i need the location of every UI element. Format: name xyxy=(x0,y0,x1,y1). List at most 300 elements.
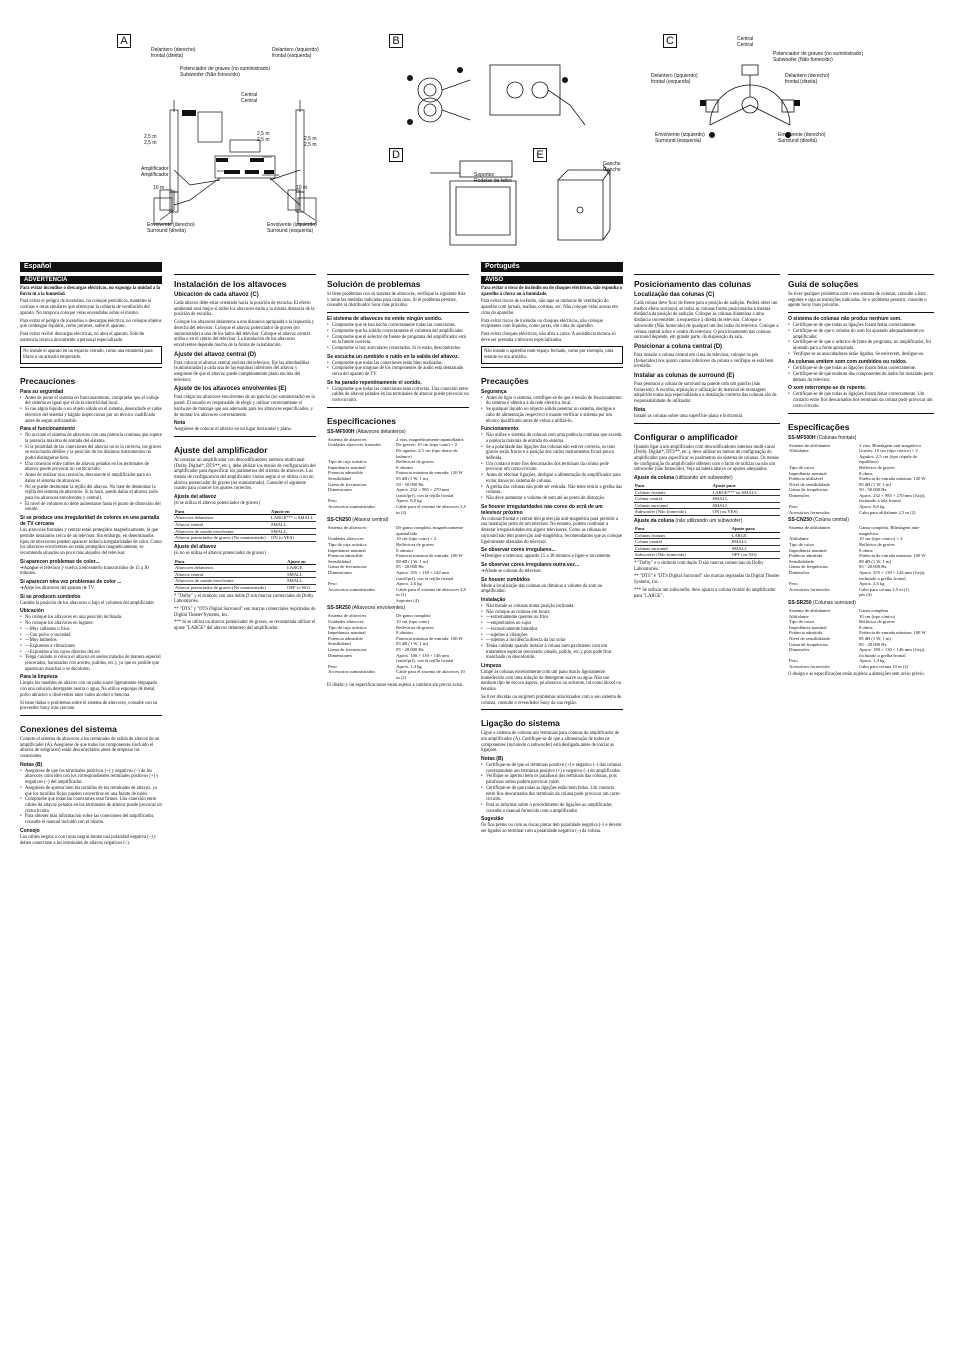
table-cell: Reflectora de graves xyxy=(396,624,434,630)
table-cell: Dimensiones xyxy=(328,569,352,575)
table-cell: Ajuste en xyxy=(270,509,316,515)
es-column-1 xyxy=(20,262,162,848)
es-prec-list-1 xyxy=(20,396,162,425)
table-cell: Para xyxy=(174,509,270,515)
table-row xyxy=(174,515,316,522)
list-item: • Não utilize o sistema de colunas com uma potência contínua que exceda a potência máxima de entrada do sistema. xyxy=(481,433,623,444)
table-cell: Reflector de graves xyxy=(859,542,895,548)
es-amp-table-1 xyxy=(174,509,316,542)
pt-prec-h3: Se houver irregularidades nas cores do ecrã de um televisor próximo xyxy=(481,503,603,516)
list-item: • Certifique-se de que todas as ligações foram feitas correctamente. xyxy=(788,366,934,372)
pt-spec-model-3-sub: (Colunas surround) xyxy=(813,599,856,606)
es-prec-p5: ➔Aleje los altavoces del aparato de TV. xyxy=(20,586,95,592)
table-cell: 50 - 50.000 Hz xyxy=(859,487,887,493)
pt-conn-h2: Notas (B) xyxy=(481,756,504,763)
table-cell: 10 cm (tipo cono) xyxy=(396,619,429,625)
table-row xyxy=(174,522,316,529)
table-row xyxy=(634,489,780,496)
es-prec-p6: Cambie la posición de los altavoces o bajo el volumen del amplificador. xyxy=(20,600,155,606)
es-spec-model-3: SS-SR250 xyxy=(327,605,351,612)
table-cell: Altavoces delanteros xyxy=(174,515,270,522)
list-item: • —Muy húmedos xyxy=(20,638,162,644)
table-cell: Altifalante xyxy=(789,448,809,454)
list-item: • Para se informar sobre o procedimento de ligações ao amplificador, consulte o manual fornecido com o amplificador. xyxy=(481,803,623,814)
table-cell: Tipo de caixa xyxy=(789,619,814,625)
pt-prec-p8: Limpe as colunas exteriormente com um pano macio ligeiramente humedecido com uma solução de detergente suave ou água. Não use nenhum tipo de escova áspera, pó abrasivo ou solvente, tal como álcool ou benzina. xyxy=(481,670,622,693)
pt-inst-h4: Nota xyxy=(634,406,646,413)
pt-amp-t1-title: Ajuste da coluna xyxy=(634,475,675,482)
list-item: • Si la polaridad de las conexiones del altavoz no es la correcta, los graves se escucharán débiles y la posición de los distintos instrumentos no podrá distinguirse bien. xyxy=(20,445,162,462)
pt-amp-title: Configurar o amplificador xyxy=(634,431,738,442)
table-row xyxy=(327,587,469,604)
es-warning-box: No instale el aparato en un espacio cerrado, como una estantería para libros o un armario empotrado. xyxy=(20,346,162,363)
table-cell: Peso xyxy=(789,581,798,587)
table-cell: OFF (ou NO) xyxy=(731,552,780,559)
es-prec-list-2 xyxy=(20,433,162,513)
es-inst-p3: Para colgar los altavoces envolventes de un gancho (no suministrado) en la pared. El usuario es responsable de elegir y utilizar correctamente el hardware de montaje que sea adecuado para los altavoces especificados, y de montar los altavoces correctamente. xyxy=(174,395,315,418)
table-row xyxy=(788,493,934,504)
list-item: • Antes de poner el sistema en funcionamiento, compruebe que el voltaje del sistema es igual que el de la electricidad local. xyxy=(20,396,162,407)
table-cell: 2 vías, magnéticamente apantallados xyxy=(396,436,464,442)
table-cell: Altavoces delanteros xyxy=(174,565,286,572)
table-cell: Aprox. 180 × 130 × 146 mm (an/al/prf), con la rejilla frontal xyxy=(396,652,454,664)
table-cell: Tipo de caja acústica xyxy=(328,459,367,465)
list-item: • Antes de ligar o sistema, certifique-se de que a tensão de funcionamento do sistema é idêntica à da rede eléctrica local. xyxy=(481,396,623,407)
pt-trb-h3: O som interrompe-se de repente. xyxy=(788,385,867,392)
list-item: • Antes de realizar una conexión, desconecte el amplificador para no dañar el sistema de altavoces. xyxy=(20,473,162,484)
table-cell: Potencia máxima de entrada: 120 W xyxy=(396,470,463,476)
table-cell: Cabo para coluna 2,5 m (1) pés (4) xyxy=(859,586,910,598)
es-column-3 xyxy=(327,262,469,690)
table-cell: 8 ohmios xyxy=(396,547,414,553)
table-cell: Gama de frequências xyxy=(789,564,828,570)
table-cell: Acessórios fornecidos xyxy=(789,509,830,515)
list-item: • Verifique se os auscultadores estão ligados. Se estiverem, desligue-os. xyxy=(788,352,934,358)
figure-a-dist-5: 10 m xyxy=(296,185,308,191)
table-cell: Reflector de graves xyxy=(859,619,895,625)
es-prec-h7: Ubicación xyxy=(20,608,44,615)
table-cell: Tipo de caixa xyxy=(789,464,814,470)
table-cell: Sensibilidad xyxy=(328,558,351,564)
table-cell: 85 dB (1 W, 1 m) xyxy=(396,476,429,481)
table-cell: Peso xyxy=(789,504,798,510)
pt-prec-h6: Se houver zumbidos xyxy=(481,576,530,583)
table-row xyxy=(788,448,934,465)
pt-prec-h5: Se observar cores irregulares outra vez... xyxy=(481,561,580,568)
table-cell: LARGE xyxy=(286,565,316,572)
table-cell: Altavoz central xyxy=(174,522,270,529)
table-cell: 85 - 20.000 Hz xyxy=(396,564,424,570)
pt-prec-h4: Se observar cores irregulares... xyxy=(481,547,556,554)
list-item: • Si cae algún líquido o un objeto sólido en el sistema, desenchufe el cable eléctrico del sistema y hágalo inspeccionar por un técnico cualificado antes de seguir utilizándolo. xyxy=(20,407,162,424)
table-row xyxy=(634,539,780,546)
es-inst-p4: Asegúrese de colocar el altavoz en un lugar horizontal y plano. xyxy=(174,427,293,433)
es-prec-p8: Limpie los muebles de altavoz con un paño suave ligeramente empapado con una solución detergente neutra o agua. No utilice esponjas de metal, polvo abrasivo o disolventes tales como alcohol o bencina. xyxy=(20,681,157,698)
es-spec-model-1-sub: (Altavoces delanteros) xyxy=(355,428,406,435)
table-cell: ON (ou YES) xyxy=(711,509,780,516)
figure-a-subwoofer: Potenciador de graves (no suministrado) Subwoofer (Não fornecido) xyxy=(180,66,271,78)
es-spec-note: El diseño y las especificaciones están sujetos a cambios sin previo aviso. xyxy=(327,682,464,688)
es-troubleshooting-title: Solución de problemas xyxy=(327,279,421,289)
es-amp-title: Ajuste del amplificador xyxy=(174,444,268,455)
table-cell: Cable para el sistema de altavoces 10 m (2) xyxy=(396,669,465,680)
pt-spec-note: O design e as especificações estão sujeitos a alterações sem aviso prévio. xyxy=(788,671,925,677)
pt-spec-model-2-sub: (Coluna central) xyxy=(813,517,849,524)
table-cell: Potência utilizável xyxy=(789,476,824,482)
table-cell: Potência de entrada máxima: 100 W xyxy=(859,630,926,636)
pt-spec-table-1 xyxy=(788,443,934,516)
es-amp-table-2 xyxy=(174,559,316,592)
list-item: • Certifique-se de que todas as ligações foram feitas correctamente. Um contacto entre fios descarnados dos terminais da coluna pode provocar um curto-circuito. xyxy=(788,392,934,409)
table-cell: LARGE xyxy=(731,532,780,539)
pt-install-title: Posicionamento das colunas xyxy=(634,279,752,289)
pt-warning-bold: Para evitar o risco de incêndio ou de choques eléctricos, não exponha o aparelho à chuva ou à humidade. xyxy=(481,286,623,297)
table-cell: Reflectora de graves xyxy=(396,541,434,547)
es-prec-p3: Los altavoces frontales y central están protegidos magnéticamente, lo que permite instalarlos cerca de un televisor. Sin embargo, en determinados tipos de televisores pueden aparecer todavía irregularidades de color. Como los altavoces envolventes no están protegidos magnéticamente, se recomienda situarlos un poco más alejados del televisor. xyxy=(20,528,162,556)
table-cell: 85 - 20.000 Hz xyxy=(859,641,887,647)
es-inst-h2: Ajuste del altavoz central (D) xyxy=(174,351,257,358)
list-item: • —Muy calientes o fríos xyxy=(20,627,162,633)
es-warning-title: ADVERTENCIA xyxy=(20,276,162,284)
table-row xyxy=(788,647,934,658)
figure-a-jack-center: CENTER xyxy=(244,169,257,173)
table-row xyxy=(327,442,469,459)
table-cell: Gama de frecuencias xyxy=(328,564,367,570)
table-cell: Accesorios suministrados xyxy=(328,586,376,592)
table-cell: Gama de frequências xyxy=(789,641,828,647)
table-row xyxy=(634,502,780,509)
pt-warning-p3: Para evitar choques eléctricos, não abra a caixa. A assistência técnica só deve ser prestada a técnicos especializados. xyxy=(481,331,616,343)
pt-column-1 xyxy=(481,262,623,837)
es-spec-model-2: SS-CN250 xyxy=(327,517,351,524)
table-cell: LARGE*** ou SMALL xyxy=(711,489,780,496)
list-item: • Compruebe que todas las conexiones sean firmes. Una conexión entre cables de altavoz pelados en los terminales de altavoz puede provocar un cortocircuito. xyxy=(20,797,162,814)
figure-a-dist-4: 10 m xyxy=(153,185,165,191)
table-row xyxy=(788,553,934,559)
es-inst-p1b: Coloque los altavoces delanteros a una distancia apropiada a la izquierda y derecha del televisor. Coloque el altavoz potenciador de graves (no suministrado) a uno de los lados del televisor. Coloque el altavoz central arriba o en el centro del televisor. La instalación de los altavoces envolventes depende mucho de la forma de la habitación. xyxy=(174,320,315,348)
list-item: • Se qualquer líquido ou objecto sólido penetrar no sistema, desligue o cabo de alimentação respectivo e mande verificar o sistema por um técnico qualificado antes de voltar a utilizá-lo. xyxy=(481,407,623,424)
table-cell: Aprox. 8,0 kg xyxy=(396,498,422,504)
table-cell: Aprox. 2,6 kg xyxy=(396,581,422,587)
table-cell: Impedancia nominal xyxy=(328,547,366,553)
list-item: • Certifique-se de que todas as ligações foram feitas correctamente. xyxy=(788,323,934,329)
pt-amp-table-1 xyxy=(634,483,780,516)
table-cell: Graves: 10 cm (tipo cónico) × 2 Agudos: 2,5 cm (tipo cúpula de equilíbrio) xyxy=(859,448,918,465)
table-cell: Sensibilidade xyxy=(789,558,814,564)
table-cell: Impedância nominal xyxy=(789,470,827,476)
table-row xyxy=(634,509,780,516)
table-row xyxy=(327,504,469,515)
table-cell: Aprox. 2,6 kg xyxy=(859,581,885,587)
list-item: • Verifique se apertou bem os parafusos dos terminais das colunas, pois parafusos soltos podem provocar ruído. xyxy=(481,774,623,785)
table-cell: Potencia admisible xyxy=(328,553,363,559)
table-cell: Gama de frecuencias xyxy=(328,481,367,487)
list-item: • Compruebe que ha subido correctamente el volumen del amplificador. xyxy=(327,329,469,335)
es-warning-p2: Para evitar el peligro de incendios o descargas eléctrica, no coloque objetos que contengan líquidos, como jarrones, sobre el aparato. xyxy=(20,318,162,330)
pt-trb-list-3 xyxy=(788,392,934,409)
table-row xyxy=(634,552,780,559)
table-cell: Sistema de altavoces xyxy=(328,525,367,531)
figure-c-subwoofer: Potenciador de graves (no suministrado) Subwoofer (Não fornecido) xyxy=(773,51,864,63)
es-precautions-title: Precauciones xyxy=(20,375,76,386)
list-item: • Não deve aumentar o volume de som até ao ponto de distorção. xyxy=(481,496,623,502)
table-cell: 85 dB (1 W, 1 m) xyxy=(396,641,429,647)
es-footnote-2: ** "DTS" y "DTS Digital Surround" son marcas comerciales registradas de Digital Theater Systems, Inc. xyxy=(174,606,316,618)
table-cell: Reflector de graves xyxy=(859,464,895,470)
table-cell: Peso xyxy=(789,658,798,664)
table-cell: Altavoces de sonido envolvente xyxy=(174,578,286,585)
pt-spec-model-1: SS-MF500H xyxy=(788,434,816,441)
table-cell: Gama completa xyxy=(859,607,889,613)
pt-conn-p1: Ligue o sistema de colunas aos terminais para colunas do amplificador de um amplificador (A). Certifique-se de que a alimentação de todos os componentes (incluindo o subwoofer) está desligada antes de iniciar as ligações. xyxy=(481,731,620,754)
table-cell: Colunas frontais xyxy=(634,489,711,496)
table-row xyxy=(174,578,316,585)
es-prec-h8: Para la limpieza xyxy=(20,674,58,681)
list-item: • —extremamente quentes ou frios xyxy=(481,615,623,621)
figure-a-center: Central Central xyxy=(241,92,258,104)
table-cell: Subwoofer (Não fornecido) xyxy=(634,509,711,516)
es-conn-h2: Notas (B) xyxy=(20,761,43,768)
pt-inst-p2: Para instalar a coluna central em cima do televisor, coloque os pés (fornecidos) nos quatro cantos inferiores da coluna e verifique se está bem nivelada. xyxy=(634,352,774,370)
es-trb-h1: El sistema de altavoces no emite ningún sonido. xyxy=(327,316,443,323)
es-install-title: Instalación de los altavoces xyxy=(174,279,287,289)
list-item: • Certifique-se de que o selector de fonte de programa, no amplificador, foi ajustado para a fonte apropriada. xyxy=(788,340,934,351)
es-conn-list xyxy=(20,769,162,826)
figure-c-front-left: Delantero (izquierdo) frontal (esquerda) xyxy=(651,73,698,85)
pt-inst-h1: Localização das colunas (C) xyxy=(634,292,715,298)
es-specs-title: Especificaciones xyxy=(327,415,396,426)
table-cell: Coluna central xyxy=(634,496,711,503)
list-item: • Certifique-se de que todas as ligações estão bem feitas. Um contacto entre fios descarnados dos terminais da coluna pode provocar um curto-circuito. xyxy=(481,786,623,803)
table-cell: Altavoz potenciador de graves (No suministrado) xyxy=(174,584,286,591)
table-cell: Aprox. 232 × 985 × 270 mm (l/a/p), incluindo a tela frontal xyxy=(859,492,926,504)
es-trb-list-2 xyxy=(327,361,469,378)
list-item: • Um contacto entre fios descarnados dos terminais da coluna pode provocar um curto-circuito. xyxy=(481,462,623,473)
pt-prec-h8: Limpeza xyxy=(481,663,502,670)
pt-warning-p2: Para evitar riscos de incêndio ou choques eléctricos, não coloque recipientes com líquidos, como jarras, em cima do aparelho. xyxy=(481,318,603,330)
pt-inst-p3: Para pendurar a coluna de surround na parede com um gancho (não fornecido). A escolha, aquisição e utilização do material de montagem adquirido numa loja especializada e a instalação correcta das colunas são da responsabilidade do utilizador. xyxy=(634,382,777,405)
table-cell: SMALL xyxy=(270,528,316,535)
pt-prec-list-7 xyxy=(481,604,623,661)
table-cell: Sistema de altifalantes xyxy=(789,525,831,531)
pt-footnote-2: ** "DTS" e "DTS Digital Surround" são marcas registadas da Digital Theater Systems, Inc. xyxy=(634,574,780,586)
es-spec-model-1: SS-MF500H xyxy=(327,428,355,435)
table-cell: OFF (o NO) xyxy=(286,584,316,591)
table-cell: Potência admitida xyxy=(789,630,823,636)
figure-c-front-right: Delantero (derecho) frontal (direita) xyxy=(785,73,830,85)
table-cell: SMALL xyxy=(731,545,780,552)
list-item: • —Expuestos a los rayos directos del sol xyxy=(20,650,162,656)
pt-warning-title: AVISO xyxy=(481,276,623,284)
table-cell: SMALL xyxy=(270,522,316,529)
table-row xyxy=(634,545,780,552)
table-cell: Potencia máxima de entrada: 100 W xyxy=(396,635,463,641)
pt-amp-t1-sub: (utilizando um subwoofer) xyxy=(675,475,733,482)
table-cell: 88 dB (1 W, 1 m) xyxy=(396,558,429,564)
list-item: • No coloque los altavoces en una posición inclinada. xyxy=(20,615,162,621)
table-row xyxy=(327,487,469,498)
table-row xyxy=(327,525,469,536)
list-item: • Asegúrese de apretar bien los tornillos de los terminales de altavoz, ya que los tornillos flojos pueden convertirse en una fuente de ruido. xyxy=(20,786,162,797)
es-amp-t1-sub: (si se utiliza el altavoz potenciador de graves) xyxy=(174,501,260,507)
list-item: • —sujeitos à incidência directa da luz solar xyxy=(481,638,623,644)
figure-a-dist-1: 2,5 m 2,5 m xyxy=(144,134,157,146)
table-cell: Aprox. 232 × 985 × 270 mm (an/al/prf), con la rejilla frontal xyxy=(396,487,454,498)
pt-prec-p4: ➔Desligue o televisor, aguarde 15 a 30 minutos e ligue-o novamente. xyxy=(481,554,612,560)
table-cell: Dimensiones xyxy=(328,487,352,493)
table-cell: Colunas surround xyxy=(634,502,711,509)
list-item: • Certifique-se de que o volume do som foi ajustado adequadamente no amplificador. xyxy=(788,329,934,340)
es-amp-t1-title: Ajuste del altavoz xyxy=(174,494,217,501)
pt-column-3 xyxy=(788,262,934,679)
figure-b-label: B xyxy=(389,34,403,48)
es-inst-h4: Nota xyxy=(174,420,186,427)
pt-column-2 xyxy=(634,262,780,601)
table-cell: 85 - 20.000 Hz xyxy=(859,564,887,570)
pt-inst-h3: Instalar as colunas de surround (E) xyxy=(634,373,735,380)
es-spec-model-2-sub: (Altavoz central) xyxy=(352,517,389,524)
pt-trb-h1: O sistema de colunas não produz nenhum som. xyxy=(788,316,902,323)
table-cell: Unidades altavoces frontales xyxy=(328,442,381,448)
table-row xyxy=(174,565,316,572)
pt-spec-model-2: SS-CN250 xyxy=(788,517,812,524)
table-row xyxy=(327,553,469,559)
es-conn-p3: Los cables negros o con rayas negras tienen una polaridad negativa (–) y deben conectarse a los terminales de altavoz negativos (–). xyxy=(20,834,157,846)
table-cell: Colunas surround xyxy=(634,545,731,552)
table-cell: Sistema de altifalantes xyxy=(789,607,831,613)
list-item: • No accione el sistema de altavoces con una potencia continua que supere la potencia máxima de entrada del sistema. xyxy=(20,433,162,444)
es-amp-t2-sub: (si no se utiliza el altavoz potenciador de graves) xyxy=(174,550,266,556)
pt-prec-p5: ➔Afaste as colunas do televisor. xyxy=(481,568,542,574)
list-item: • Antes de efectuar ligações, desligue a alimentação do amplificador para evitar danos no sistema de colunas. xyxy=(481,473,623,484)
figure-a-jack-line-in: LINE IN xyxy=(182,111,193,115)
table-cell: SMALL xyxy=(286,571,316,578)
pt-trb-list-1 xyxy=(788,323,934,357)
pt-prec-h7: Instalação xyxy=(481,597,506,604)
pt-prec-p6: Mude a localização das colunas ou diminua o volume do som no amplificador. xyxy=(481,583,603,595)
pt-inst-h2: Posicionar a coluna central (D) xyxy=(634,343,723,350)
table-cell: Reflectora de graves xyxy=(396,459,434,465)
table-cell: Aprox. 1,4 kg xyxy=(859,658,885,664)
es-prec-p4: ➔Apague el televisor y vuelva a encenderlo transcurridos de 15 a 30 minutos. xyxy=(20,565,149,577)
list-item: • Se a polaridade das ligações das colunas não estiver correcta, os tons graves serão fracos e a posição dos vários instrumentos ficará pouco definida. xyxy=(481,445,623,462)
list-item: • El nivel de volumen no debe aumentarse hasta el punto de distorsión del sonido. xyxy=(20,502,162,513)
table-cell: Altavoz central xyxy=(174,571,286,578)
table-cell: Sensibilidad xyxy=(328,641,351,647)
table-cell: Colunas frontais xyxy=(634,532,731,539)
list-item: • A grelha das colunas não pode ser retirada. Não tente retirar a grelha das colunas. xyxy=(481,485,623,496)
figure-d-text: Soportes Rodelas de feltro xyxy=(474,172,512,184)
table-cell: Peso xyxy=(328,663,337,669)
list-item: • No coloque los altavoces en lugares: xyxy=(20,621,162,627)
figure-a-surround-right: Envolvente (derecho) Surround (direita) xyxy=(147,222,195,234)
es-warning-p1: Para evitar el peligro de incendios, no coloque periódicos, manteles ni cortinas u otras similares que obstruyan la cubierta de ventilación del aparato. No tampoco coloque velas encendidas sobre el mismo. xyxy=(20,299,152,316)
table-row xyxy=(174,535,316,542)
es-warning-p3: Para evitar recibir descargas eléctricas, no abra el aparato. Solicite asistencia técnica únicamente a personal especializado. xyxy=(20,331,145,343)
table-cell: Aprox. 355 × 130 × 144 mm (an/al/prf), con la rejilla frontal xyxy=(396,569,454,581)
table-row xyxy=(788,476,934,482)
table-row xyxy=(634,532,780,539)
table-cell: 10 cm (tipo cono) × 2 xyxy=(396,536,437,542)
table-cell: Para xyxy=(174,559,286,565)
table-cell: Acessórios fornecidos xyxy=(789,663,830,669)
table-cell: Unidades altavoces xyxy=(328,536,364,542)
table-cell: Gama completa, Blindagem anti-magnética xyxy=(859,525,921,536)
table-cell: SMALL xyxy=(731,539,780,546)
table-cell: Ajuste en xyxy=(286,559,316,565)
table-cell: Impedancia nominal xyxy=(328,464,366,470)
pt-inst-p1: Cada coluna deve ficar de frente para a posição de audição. Poderá obter um melhor efeito surround, se todas as colunas forem posicionadas à mesma distância da posição de audição. Coloque as colunas dianteiras a uma distância conveniente, à esquerda e à direita do televisor. Coloque o subwoofer (Não fornecido) de qualquer um dos lados do televisor. Coloque a coluna central sobre o centro do televisor. O posicionamento das colunas surround depende, em grande parte, da disposição da sala. xyxy=(634,301,779,341)
figure-a-label: A xyxy=(117,34,131,48)
es-spec-model-3-sub: (Altavoces envolventes) xyxy=(352,605,406,612)
list-item: • Compruebe que se han hecho correctamente todas las conexiones. xyxy=(327,323,469,329)
table-cell: Sistema de altifalantes xyxy=(789,442,831,448)
pt-warning-p1: Para evitar riscos de incêndio, não tape as ranhuras de ventilação do aparelho com jornais, toalhas, cortinas, etc. Não coloque velas acesas em cima do aparelho. xyxy=(481,299,618,316)
table-cell: De gama completa, magnéticamente apantallado xyxy=(396,525,463,536)
es-connections-title: Conexiones del sistema xyxy=(20,723,117,734)
table-cell: Cable para el sistema de altavoces 2,5 m (2) xyxy=(396,503,466,515)
table-cell: Para xyxy=(634,526,731,532)
es-inst-h3: Ajuste de los altavoces envolventes (E) xyxy=(174,386,287,393)
pt-troubleshooting-title: Guia de soluções xyxy=(788,279,859,289)
figure-a-front-right: Delantero (derecho) frontal (direita) xyxy=(151,47,196,59)
es-prec-h6: Si se producen zumbidos xyxy=(20,593,81,600)
pt-amp-t2-title: Ajuste da coluna xyxy=(634,518,675,525)
pt-connections-title: Ligação do sistema xyxy=(481,718,560,729)
figure-a-front-left: Delantero (izquierdo) frontal (esquerda) xyxy=(272,47,319,59)
list-item: • Certifique-se de que os terminais positivo (+) e negativo (–) das colunas correspondem aos terminais positivo (+) e negativo (–) do amplificador. xyxy=(481,763,623,774)
es-trb-p1: Si tiene problemas con su sistema de altavoces, verifique la siguiente lista y tome las medidas indicadas para cada caso. Si el problema persiste, consulte al distribuidor Sony más próximo. xyxy=(327,292,466,309)
table-cell: Potencia admisible xyxy=(328,635,363,641)
table-cell: Gama de frequências xyxy=(789,487,828,493)
pt-prec-h2: Funcionamento xyxy=(481,426,519,433)
table-cell: Nível de sensibilidade xyxy=(789,481,830,487)
table-cell: Accesorios suministrados xyxy=(328,503,376,509)
pt-inst-p4: Instale as colunas sobre uma superfície plana e horizontal. xyxy=(634,413,744,419)
list-item: • —excessivamente húmidos xyxy=(481,627,623,633)
es-inst-p1: Cada altavoz debe estar orientado hacia la posición de escucha. El efecto ambiental será mejor si todos los altavoces están a la misma distancia de la posición de escucha. xyxy=(174,301,315,318)
table-cell: Tipo de caja acústica xyxy=(328,624,367,630)
table-cell: Subwoofer (Não fornecido) xyxy=(634,552,731,559)
figure-c-surround-left: Envolvente (izquierdo) Surround (esquerda) xyxy=(655,132,705,144)
es-prec-h4: Si aparecen problemas de color... xyxy=(20,558,100,565)
list-item: • Não coloque as colunas em locais: xyxy=(481,610,623,616)
table-cell: Nível de sensibilidade xyxy=(789,635,830,641)
pt-warning-box: Não instale o aparelho num espaço fechado, como por exemplo, uma estante ou um armário. xyxy=(481,346,623,363)
table-cell: Cable para el sistema de altavoces 2,5 m (1) Soportes (4) xyxy=(396,586,466,603)
table-cell: Dimensões xyxy=(789,647,810,653)
table-cell: Potência de entrada máxima: 120 W xyxy=(859,476,926,482)
pt-amp-table-2 xyxy=(634,526,780,559)
es-inst-h1: Ubicación de cada altavoz (C) xyxy=(174,292,259,298)
pt-trb-p1: Se tiver qualquer problema com o seu sistema de colunas, consulte a lista seguinte e siga as instruções indicadas. Se o problema persistir, consulte o agente Sony mais próximo. xyxy=(788,292,927,309)
table-cell: Coluna central xyxy=(634,539,731,546)
pt-spec-table-2 xyxy=(788,525,934,598)
pt-footnote-1: * "Dolby" e o símbolo com duplo D são marcas comerciais da Dolby Laboratories. xyxy=(634,561,764,572)
pt-trb-list-2 xyxy=(788,366,934,383)
list-item: • Compruebe que el selector de fuente de programa del amplificador está en la fuente correcta. xyxy=(327,335,469,346)
pt-precautions-title: Precauções xyxy=(481,375,529,386)
list-item: • —Con polvo o suciedad xyxy=(20,633,162,639)
list-item: • Compruebe que todas las conexiones sean correctas. Una conexión entre cables de altavoz pelados en los terminales de altavoz puede provocar un cortocircuito. xyxy=(327,387,469,404)
es-prec-h1: Para su seguridad xyxy=(20,388,64,395)
table-cell: 8 ohmios xyxy=(396,630,414,636)
es-column-2 xyxy=(174,262,316,634)
figure-a-jack-front: FRONT xyxy=(262,155,273,159)
list-item: • Não instale as colunas numa posição inclinada. xyxy=(481,604,623,610)
table-cell: Accesorios suministrados xyxy=(328,669,376,675)
pt-amp-t2-sub: (não utilizando um subwoofer) xyxy=(675,518,743,525)
